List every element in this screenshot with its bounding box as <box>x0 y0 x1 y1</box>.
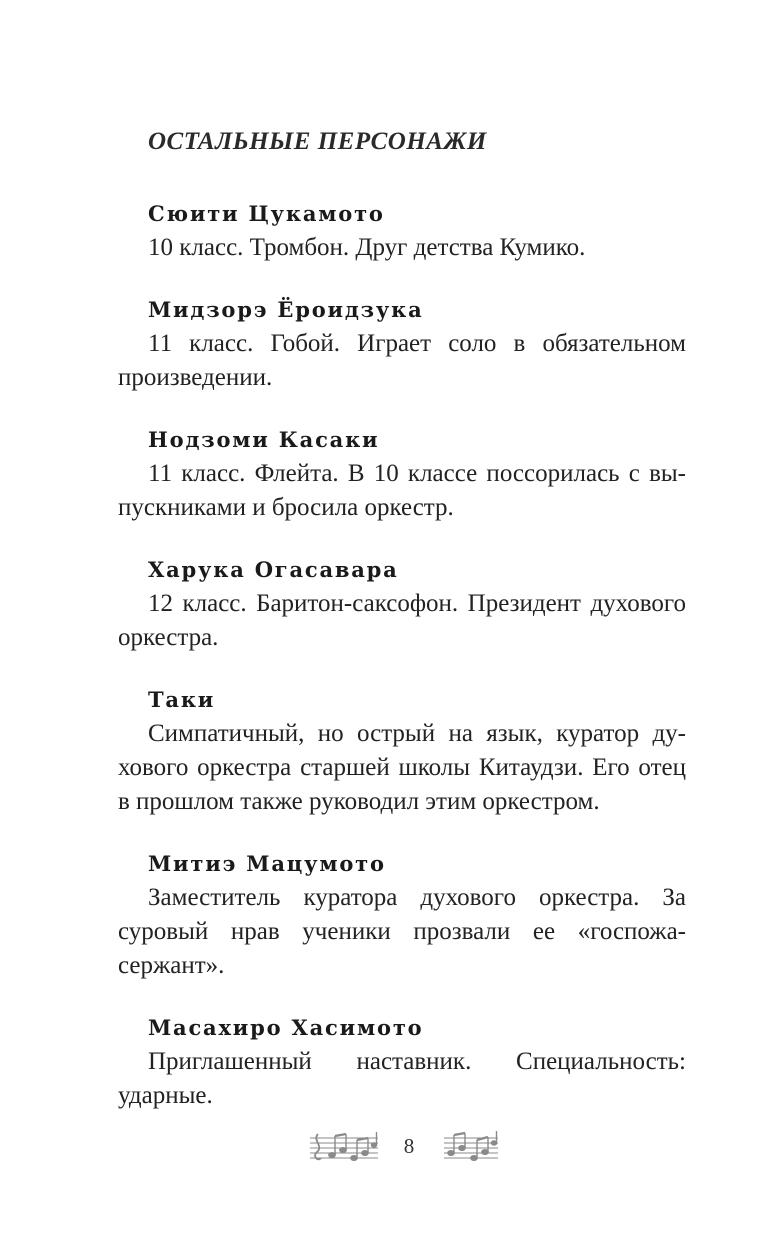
character-description: Симпатичный, но острый на язык, куратор духового оркестра старшей школы Китаудзи. Его отец в прошлом также руководил этим оркестром. <box>118 720 686 815</box>
character-entry <box>118 1011 686 1113</box>
character-entry <box>118 683 686 819</box>
music-notes-ornament-icon <box>442 1128 500 1168</box>
character-name: Нодзоми Касаки <box>148 427 380 452</box>
character-entry <box>118 553 686 655</box>
character-entry <box>118 847 686 983</box>
page-footer <box>0 1120 768 1180</box>
character-name: Сюити Цукамото <box>148 201 385 226</box>
character-description: 11 класс. Флейта. В 10 классе поссорилась с выпускниками и бросила оркестр. <box>118 460 686 521</box>
character-description: Заместитель куратора духового оркестра. За суровый нрав ученики прозвали ее «госпожа-сержант». <box>118 884 686 979</box>
character-description: 11 класс. Гобой. Играет соло в обязательном произведении. <box>118 330 686 391</box>
character-description: Приглашенный наставник. Специальность: ударные. <box>118 1048 686 1109</box>
character-name: Масахиро Хасимото <box>148 1015 424 1040</box>
page-number: 8 <box>403 1134 415 1158</box>
character-entry <box>118 293 686 395</box>
character-entry <box>118 197 686 265</box>
character-name: Таки <box>148 687 216 712</box>
music-notes-ornament-icon <box>308 1128 380 1168</box>
character-description: 12 класс. Баритон-саксофон. Президент духового оркестра. <box>118 590 686 651</box>
character-entry <box>118 423 686 525</box>
character-name: Митиэ Мацумото <box>148 851 386 876</box>
character-name: Мидзорэ Ёроидзука <box>148 297 424 322</box>
character-list <box>118 197 686 1141</box>
section-title: ОСТАЛЬНЫЕ ПЕРСОНАЖИ <box>148 128 487 155</box>
character-description: 10 класс. Тромбон. Друг детства Кумико. <box>148 234 586 261</box>
character-name: Харука Огасавара <box>148 557 399 582</box>
